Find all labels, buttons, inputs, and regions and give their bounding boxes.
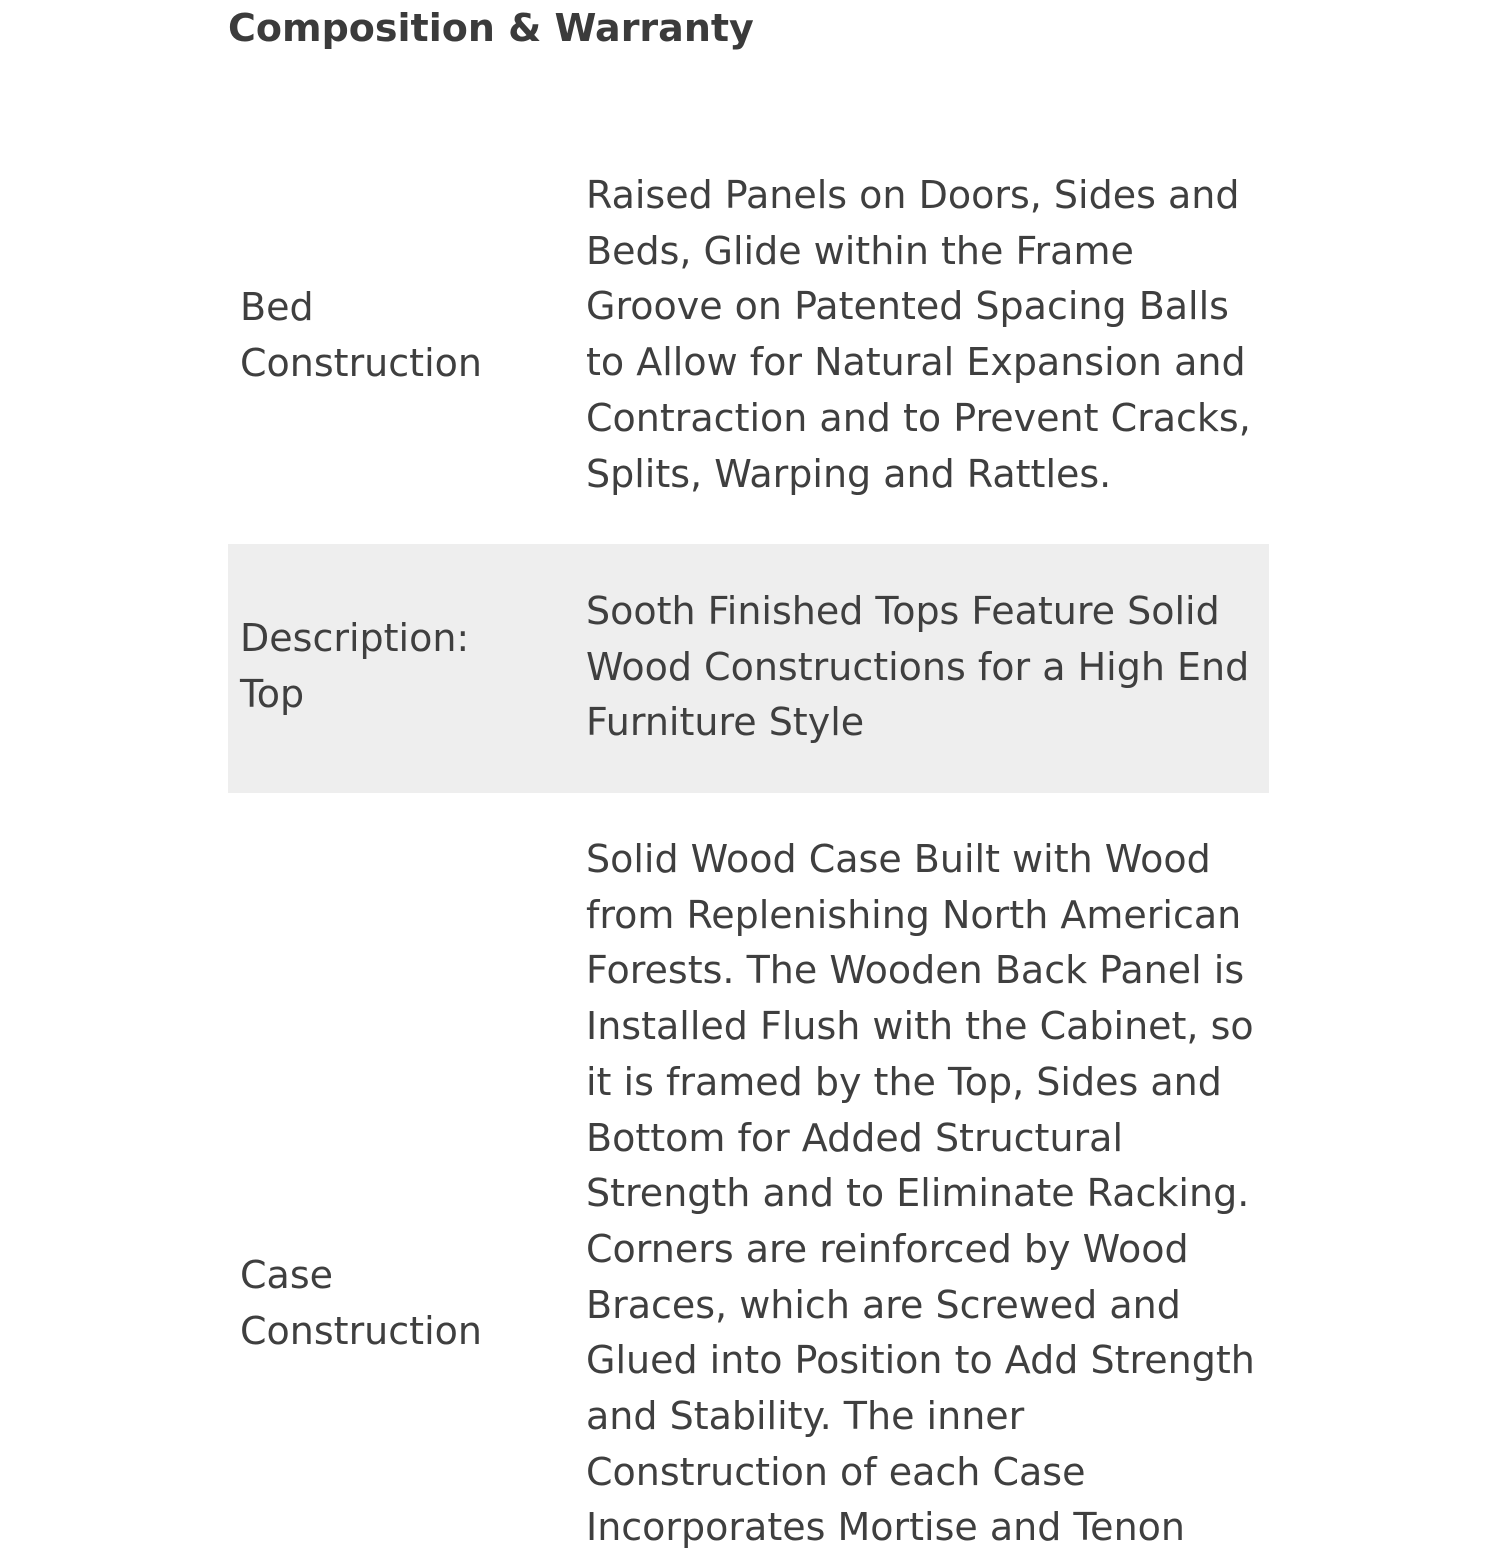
spec-label: Case Construction [240,1253,482,1353]
spec-label: Description: Top [240,616,470,716]
spec-value: Solid Wood Case Built with Wood from Replenishing North American Forests. The Wooden Back Panel is Installed Flush with the Cabinet, so it is framed by the Top, Sides and Bottom for Added Structural Strength and to Eliminate Racking. Corners are reinforced by Wood Braces, which are Screwed and Glued into Position to Add Strength and Stability. The inner Construction of each Case Incorporates Mortise and Tenon [586,837,1255,1550]
spec-row-description-top [228,544,1269,793]
spec-value: Sooth Finished Tops Feature Solid Wood Constructions for a High End Furniture Style [586,589,1250,745]
spec-row-bed-construction [228,168,1269,538]
spec-row-case-construction [228,793,1269,1560]
spec-label: Bed Construction [240,285,482,385]
spec-value: Raised Panels on Doors, Sides and Beds, Glide within the Frame Groove on Patented Spacing Balls to Allow for Natural Expansion and Contraction and to Prevent Cracks, Splits, Warping and Rattles. [586,173,1251,496]
composition-warranty-section [228,0,1269,1550]
section-title: Composition & Warranty [228,6,754,50]
